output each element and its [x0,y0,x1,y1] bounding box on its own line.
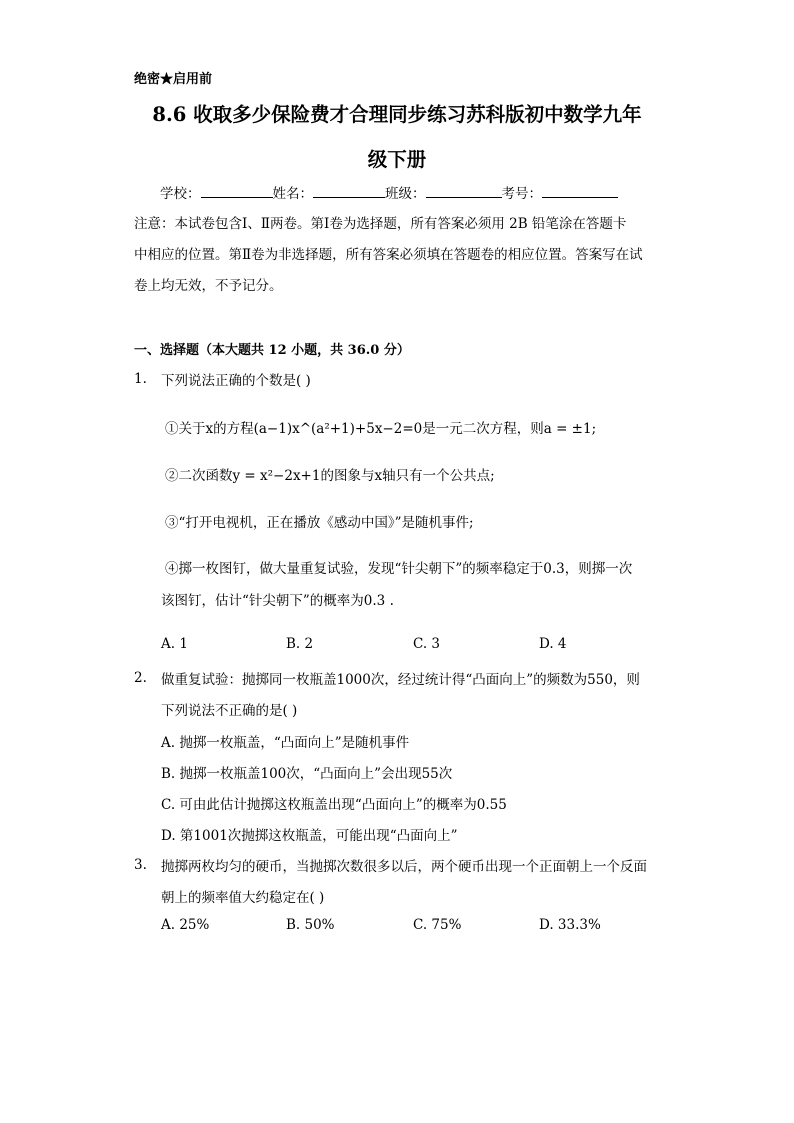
option-c[interactable]: C. 75% [413,917,462,933]
question-stem: 下列说法正确的个数是( ) [161,373,311,389]
question-stem: 抛掷两枚均匀的硬币，当抛掷次数很多以后，两个硬币出现一个正面朝上一个反面 [161,859,647,875]
question-stem: 下列说法不正确的是( ) [161,703,298,719]
option-b[interactable]: B. 50% [286,917,335,933]
question-item: 该图钉，估计“针尖朝下”的概率为0.3 . [161,593,394,609]
option-d[interactable]: D. 4 [539,636,567,652]
exam-no-label: 考号： [501,186,542,202]
question-item: ③“打开电视机，正在播放《感动中国》”是随机事件; [165,515,474,531]
question-stem: 做重复试验：抛掷同一枚瓶盖1000次，经过统计得“凸面向上”的频数为550，则 [161,672,640,688]
school-blank [201,185,273,198]
school-label: 学校： [160,186,201,202]
notice-line: 中相应的位置。第Ⅱ卷为非选择题，所有答案必须填在答题卷的相应位置。答案写在试 [134,247,643,263]
confidential-label: 绝密★启用前 [134,72,213,87]
name-label: 姓名： [272,186,313,202]
question-number: 2. [134,670,147,686]
option-d[interactable]: D. 第1001次抛掷这枚瓶盖，可能出现“凸面向上” [161,828,458,844]
option-b[interactable]: B. 2 [286,636,314,652]
option-c[interactable]: C. 可由此估计抛掷这枚瓶盖出现“凸面向上”的概率为0.55 [161,797,507,813]
option-c[interactable]: C. 3 [413,636,441,652]
question-number: 3. [134,857,147,873]
notice-line: 注意：本试卷包含Ⅰ、Ⅱ两卷。第Ⅰ卷为选择题，所有答案必须用 2B 铅笔涂在答题卡 [134,216,627,232]
page-title-line1: 8.6 收取多少保险费才合理同步练习苏科版初中数学九年 [152,103,642,126]
page-title-line2: 级下册 [367,148,427,171]
class-label: 班级： [385,186,426,202]
notice-line: 卷上均无效，不予记分。 [134,278,283,294]
question-item: ②二次函数y = x²−2x+1的图象与x轴只有一个公共点; [165,468,495,484]
option-d[interactable]: D. 33.3% [539,917,601,933]
question-number: 1. [134,371,147,387]
question-item: ①关于x的方程(a−1)x^(a²+1)+5x−2=0是一元二次方程，则a = ±1; [165,421,597,437]
class-blank [426,185,502,198]
question-item: ④掷一枚图钉，做大量重复试验，发现“针尖朝下”的频率稳定于0.3，则掷一次 [165,561,633,577]
option-a[interactable]: A. 1 [161,636,188,652]
name-blank [313,185,385,198]
option-a[interactable]: A. 抛掷一枚瓶盖，“凸面向上”是随机事件 [161,735,410,751]
exam-no-blank [542,185,618,198]
question-stem: 朝上的频率值大约稳定在( ) [161,890,325,906]
option-a[interactable]: A. 25% [161,917,210,933]
option-b[interactable]: B. 抛掷一枚瓶盖100次，“凸面向上”会出现55次 [161,766,453,782]
student-info-row [160,182,618,202]
section-title: 一、选择题（本大题共 12 小题，共 36.0 分） [134,343,410,358]
